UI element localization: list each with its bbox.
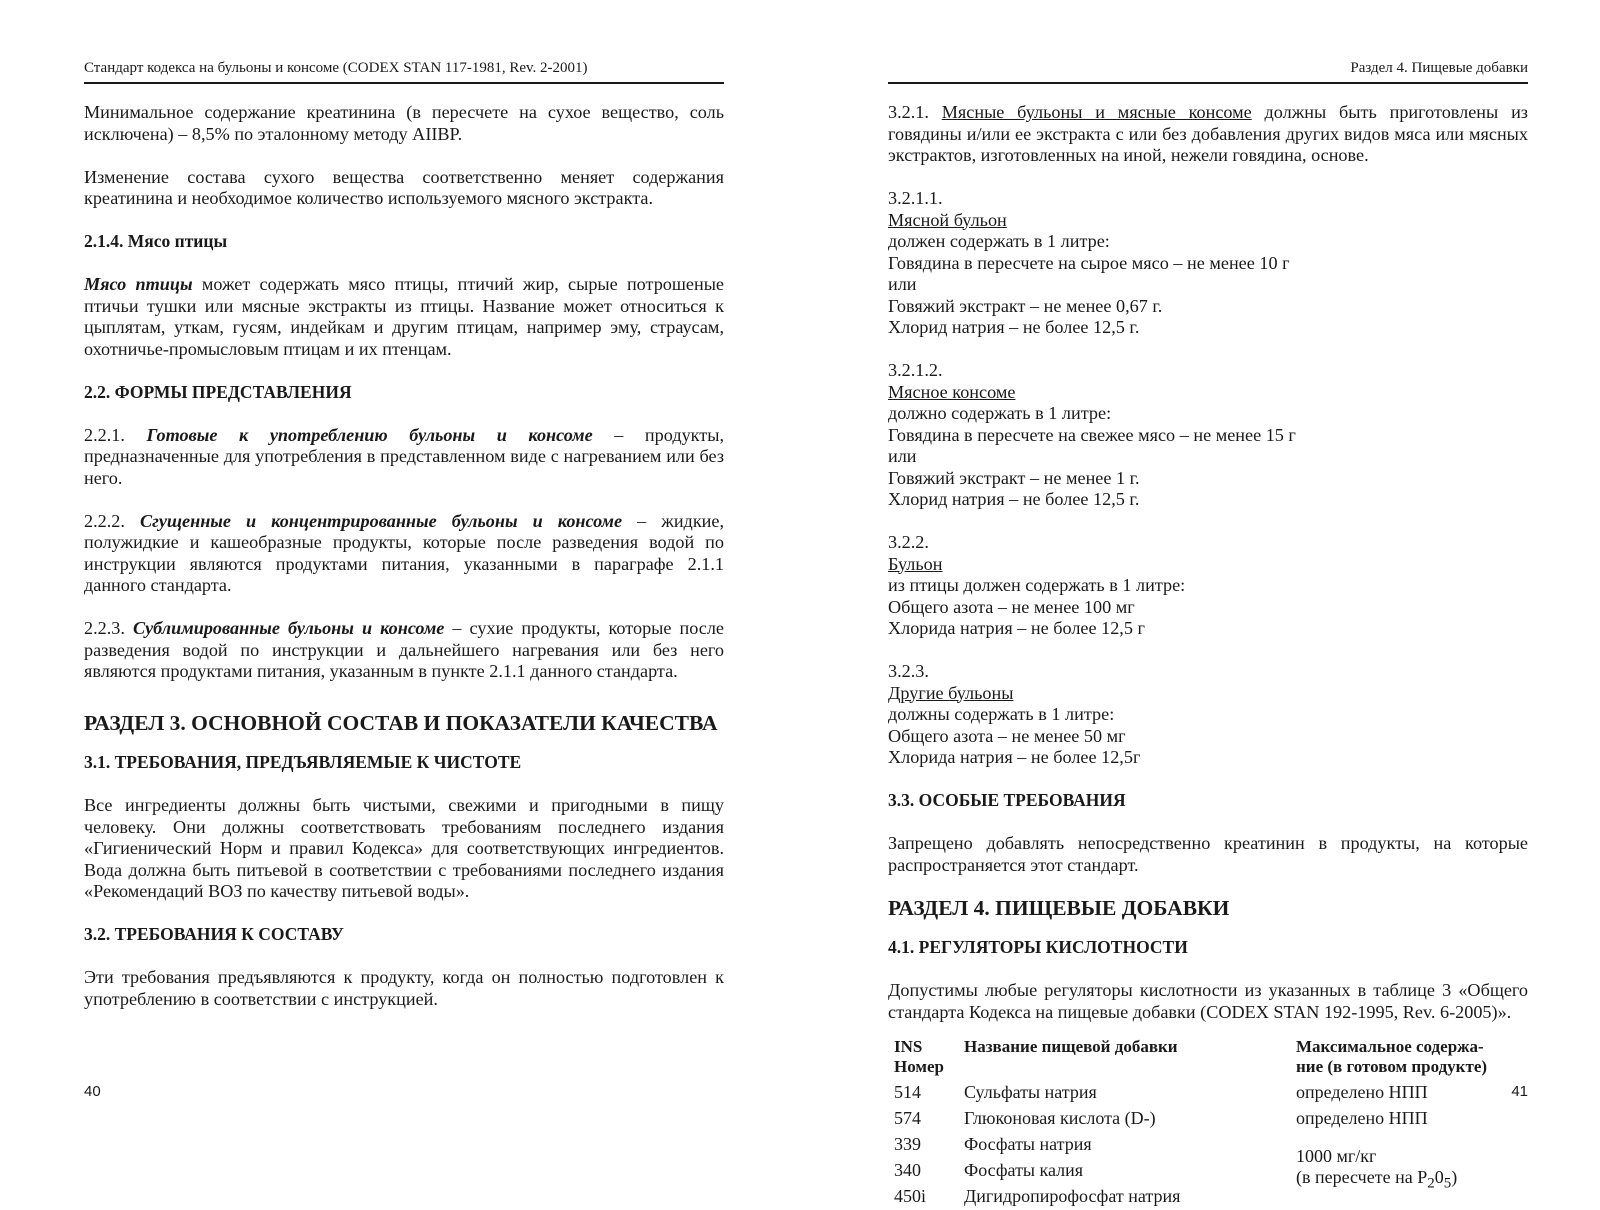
table-row: 514 Сульфаты натрия определено НПП (894, 1081, 1428, 1102)
paragraph-dry-matter: Изменение состава сухого вещества соответственно меняет содержания креатинина и необходимое количество используемого мясного экстракта. (84, 166, 724, 208)
paragraph-poultry-meat: Мясо птицы может содержать мясо птицы, птичий жир, сырые потрошеные птичьи тушки или мясные экстракты из птицы. Название может относиться к цыплятам, уткам, гусям, индейкам и другим птицам, например эму, страусам, охотничье-промысловым птицам и их птенцам. (84, 274, 724, 359)
page-number-left: 40 (84, 1083, 101, 1100)
right-page-content (888, 102, 1528, 1210)
paragraph-3-2-1-2: 3.2.1.2. Мясное консоме должно содержать в 1 литре: Говядина в пересчете на свежее мясо – не менее 15 г или Говяжий экстракт – не менее 1 г. Хлорид натрия – не более 12,5 г. (888, 360, 1528, 511)
heading-section-4: РАЗДЕЛ 4. ПИЩЕВЫЕ ДОБАВКИ (888, 895, 1230, 920)
header-rule-left (84, 82, 724, 84)
paragraph-2-2-3: 2.2.3. Сублимированные бульоны и консоме – сухие продукты, которые после разведения водой по инструкции и дальнейшего нагревания или без него являются продуктами питания, указанным в пункте 2.1.1 данного стандарта. (84, 618, 725, 681)
heading-4-1: 4.1. РЕГУЛЯТОРЫ КИСЛОТНОСТИ (888, 937, 1188, 957)
paragraph-creatinine-min: Минимальное содержание креатинина (в пересчете на сухое вещество, соль исключена) – 8,5% по эталонному методу AIIBP. (84, 102, 724, 144)
term-concentrated: Сгущенные и концентрированные бульоны и консоме (139, 510, 623, 531)
right-page (888, 0, 1528, 1206)
paragraph-3-2-1-1: 3.2.1.1. Мясной бульон должен содержать в 1 литре: Говядина в пересчете на сырое мясо – не менее 10 г или Говяжий экстракт – не менее 0,67 г. Хлорид натрия – не более 12,5 г. (888, 188, 1528, 339)
additives-table (888, 1035, 1528, 1210)
page-number-right: 41 (1511, 1083, 1528, 1100)
column-header-name: Название пищевой добавки (964, 1036, 1178, 1056)
paragraph-2-2-1: 2.2.1. Готовые к употреблению бульоны и консоме – продукты, предназначенные для употребления в представленном виде с нагреванием или без него. (84, 424, 724, 488)
table-row: 339 Фосфаты натрия 1000 мг/кг (в пересчете на $P_20_5$) (888, 1132, 1528, 1158)
term-other-broths: Другие бульоны (888, 682, 1014, 703)
table-header-row (888, 1035, 1528, 1080)
term-meat-consomme: Мясное консоме (888, 381, 1016, 402)
table-row: 340 Фосфаты калия (894, 1159, 1084, 1180)
paragraph-3-3: Запрещено добавлять непосредственно креатинин в продукты, на которые распространяется этот стандарт. (888, 833, 1528, 875)
heading-2-1-4: 2.1.4. Мясо птицы (84, 231, 228, 251)
table-row: 450i Дигидропирофосфат натрия (894, 1185, 1181, 1206)
term-meat-broths: Мясные бульоны и мясные консоме (941, 102, 1252, 122)
running-head-right: Раздел 4. Пищевые добавки (1350, 60, 1528, 76)
term-poultry-meat: Мясо птицы (84, 274, 193, 294)
heading-2-2: 2.2. ФОРМЫ ПРЕДСТАВЛЕНИЯ (84, 381, 352, 402)
term-freeze-dried: Сублимированные бульоны и консоме (132, 618, 445, 638)
heading-3-2: 3.2. ТРЕБОВАНИЯ К СОСТАВУ (84, 924, 344, 944)
term-ready-to-eat: Готовые к употреблению бульоны и консоме (146, 424, 593, 445)
table-row: 574 Глюконовая кислота (D-) определено НПП (894, 1107, 1428, 1128)
term-broth: Бульон (888, 553, 943, 574)
heading-3-3: 3.3. ОСОБЫЕ ТРЕБОВАНИЯ (888, 790, 1126, 810)
left-page (84, 0, 724, 1132)
header-rule-right (888, 82, 1528, 84)
column-header-limit: Максимальное содержа- ние (в готовом продукте) (1296, 1036, 1488, 1076)
heading-section-3: РАЗДЕЛ 3. ОСНОВНОЙ СОСТАВ И ПОКАЗАТЕЛИ КАЧЕСТВА (84, 710, 718, 735)
left-page-content (84, 102, 724, 1032)
paragraph-3-2: Эти требования предъявляются к продукту, когда он полностью подготовлен к употреблению в соответствии с инструкцией. (84, 967, 724, 1009)
paragraph-4-1: Допустимы любые регуляторы кислотности из указанных в таблице 3 «Общего стандарта Кодекса на пищевые добавки (CODEX STAN 192-1995, Rev. 6-2005)». (888, 980, 1528, 1022)
term-meat-broth: Мясной бульон (888, 209, 1007, 230)
paragraph-3-2-1: 3.2.1. Мясные бульоны и мясные консоме должны быть приготовлены из говядины и/или ее экстракта с или без добавления других видов мяса или мясных экстрактов, изготовленных на иной, нежели говядина, основе. (888, 102, 1528, 165)
column-header-ins: INS Номер (894, 1036, 944, 1076)
group-limit-cell: 1000 мг/кг (в пересчете на $P_20_5$) (1296, 1145, 1458, 1192)
heading-3-1: 3.1. ТРЕБОВАНИЯ, ПРЕДЪЯВЛЯЕМЫЕ К ЧИСТОТЕ (84, 752, 522, 772)
paragraph-3-2-3: 3.2.3. Другие бульоны должны содержать в 1 литре: Общего азота – не менее 50 мг Хлорида натрия – не более 12,5г (888, 661, 1528, 769)
paragraph-2-2-2: 2.2.2. Сгущенные и концентрированные бульоны и консоме – жидкие, полужидкие и кашеобразные продукты, которые после разведения водой по инструкции являются продуктами питания, указанными в параграфе 2.1.1 данного стандарта. (84, 510, 725, 595)
running-head-left: Стандарт кодекса на бульоны и консоме (CODEX STAN 117-1981, Rev. 2-2001) (84, 60, 588, 76)
paragraph-3-1: Все ингредиенты должны быть чистыми, свежими и пригодными в пищу человеку. Они должны соответствовать требованиям последнего издания «Гигиенический Норм и правил Кодекса» для соответствующих ингредиентов. Вода должна быть питьевой в соответствии с требованиями последнего издания «Рекомендаций ВОЗ по качеству питьевой воды». (84, 795, 724, 901)
paragraph-3-2-2: 3.2.2. Бульон из птицы должен содержать в 1 литре: Общего азота – не менее 100 мг Хлорида натрия – не более 12,5 г (888, 532, 1528, 640)
